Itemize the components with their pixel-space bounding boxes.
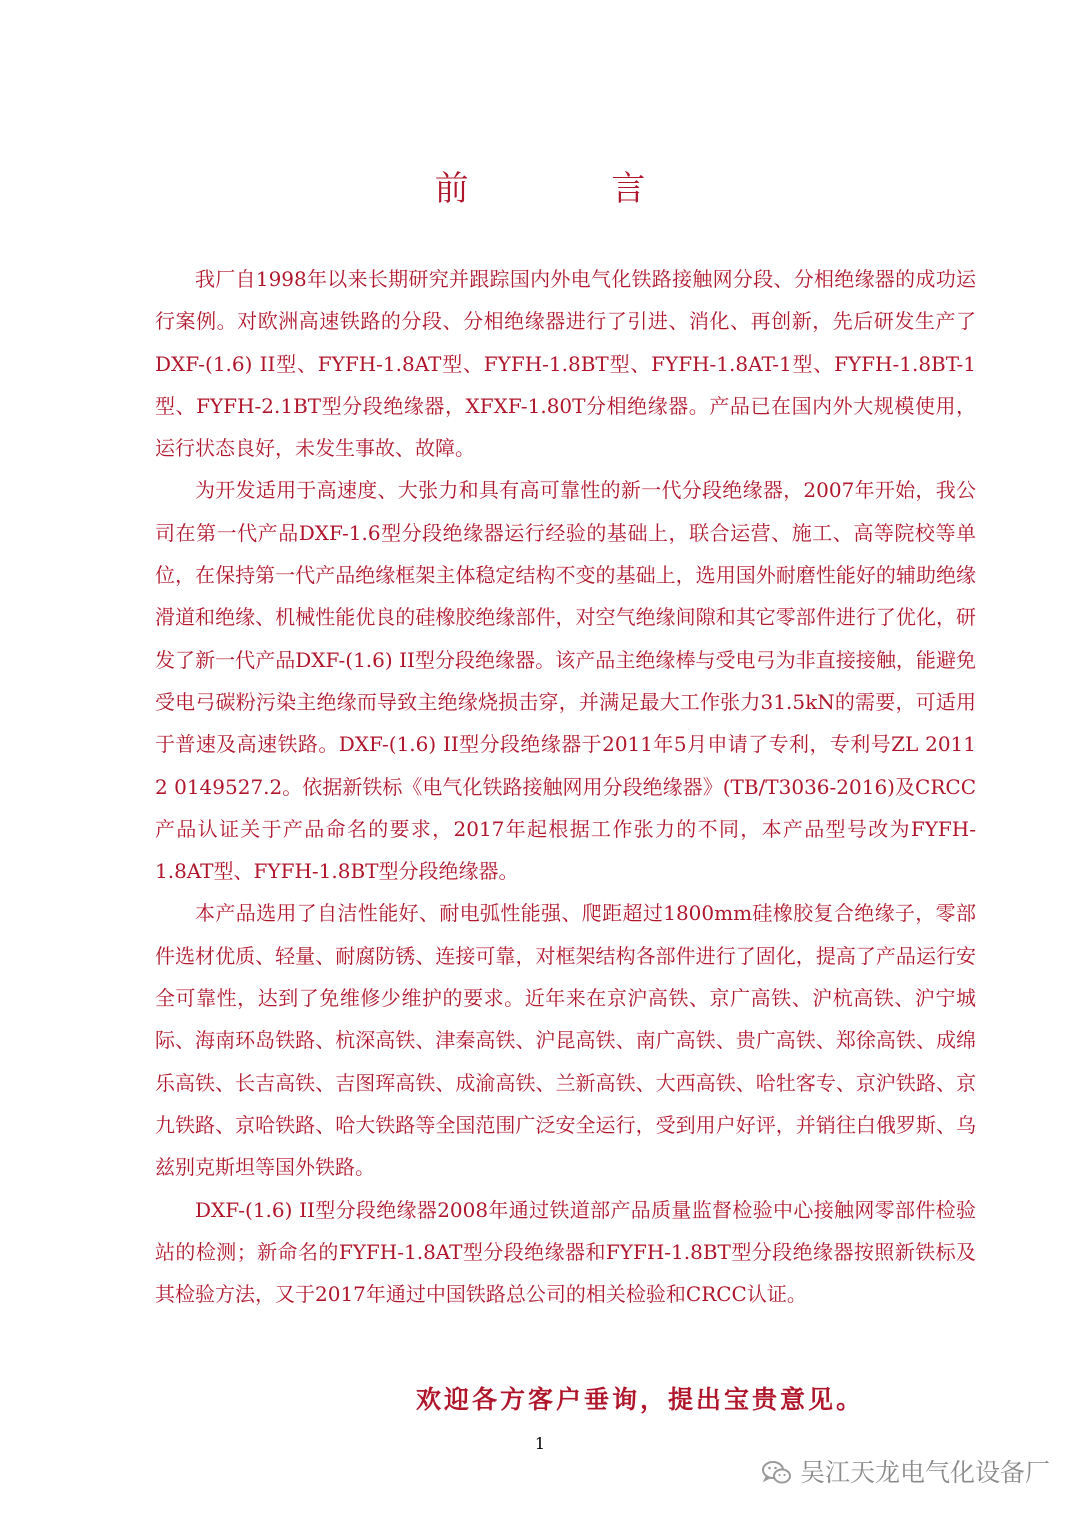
paragraph-4: DXF-(1.6) II型分段绝缘器2008年通过铁道部产品质量监督检验中心接触网零部件检验站的检测；新命名的FYFH-1.8AT型分段绝缘器和FYFH-1.8BT型分段绝缘器按照新铁标及其检验方法，又于2017年通过中国铁路总公司的相关检验和CRCC认证。 <box>155 1197 976 1307</box>
paragraph-1: 我厂自1998年以来长期研究并跟踪国内外电气化铁路接触网分段、分相绝缘器的成功运行案例。对欧洲高速铁路的分段、分相绝缘器进行了引进、消化、再创新，先后研发生产了 DXF-(1.6) II型、FYFH-1.8AT型、FYFH-1.8BT型、FYFH-1.8AT-1型、FYFH-1.8BT-1型、FYFH-2.1BT型分段绝缘器，XFXF-1.80T分相绝缘器。产品已在国内外大规模使用，运行状态良好，未发生事故、故障。 <box>155 267 976 461</box>
page-number: 1 <box>534 1434 546 1453</box>
page-title: 前 言 <box>434 169 712 209</box>
watermark <box>762 1456 1050 1490</box>
body-text <box>155 258 976 1315</box>
watermark-text: 吴江天龙电气化设备厂 <box>799 1458 1050 1487</box>
paragraph-2: 为开发适用于高速度、大张力和具有高可靠性的新一代分段绝缘器，2007年开始，我公司在第一代产品DXF-1.6型分段绝缘器运行经验的基础上，联合运营、施工、高等院校等单位，在保持第一代产品绝缘框架主体稳定结构不变的基础上，选用国外耐磨性能好的辅助绝缘滑道和绝缘、机械性能优良的硅橡胶绝缘部件，对空气绝缘间隙和其它零部件进行了优化，研发了新一代产品DXF-(1.6) II型分段绝缘器。该产品主绝缘棒与受电弓为非直接接触，能避免受电弓碳粉污染主绝缘而导致主绝缘烧损击穿，并满足最大工作张力31.5kN的需要，可适用于普速及高速铁路。DXF-(1.6) II型分段绝缘器于2011年5月申请了专利，专利号ZL 2011 2 0149527.2。依据新铁标《电气化铁路接触网用分段绝缘器》(TB/T3036-2016)及CRCC产品认证关于产品命名的要求，2017年起根据工作张力的不同，本产品型号改为FYFH-1.8AT型、FYFH-1.8BT型分段绝缘器。 <box>155 478 976 884</box>
wechat-icon <box>762 1460 792 1486</box>
paragraph-3: 本产品选用了自洁性能好、耐电弧性能强、爬距超过1800mm硅橡胶复合绝缘子，零部件选材优质、轻量、耐腐防锈、连接可靠，对框架结构各部件进行了固化，提高了产品运行安全可靠性，达到了免维修少维护的要求。近年来在京沪高铁、京广高铁、沪杭高铁、沪宁城际、海南环岛铁路、杭深高铁、津秦高铁、沪昆高铁、南广高铁、贵广高铁、郑徐高铁、成绵乐高铁、长吉高铁、吉图珲高铁、成渝高铁、兰新高铁、大西高铁、哈牡客专、京沪铁路、京九铁路、京哈铁路、哈大铁路等全国范围广泛安全运行，受到用户好评，并销往白俄罗斯、乌兹别克斯坦等国外铁路。 <box>155 901 976 1180</box>
closing-line: 欢迎各方客户垂询，提出宝贵意见。 <box>415 1385 864 1414</box>
